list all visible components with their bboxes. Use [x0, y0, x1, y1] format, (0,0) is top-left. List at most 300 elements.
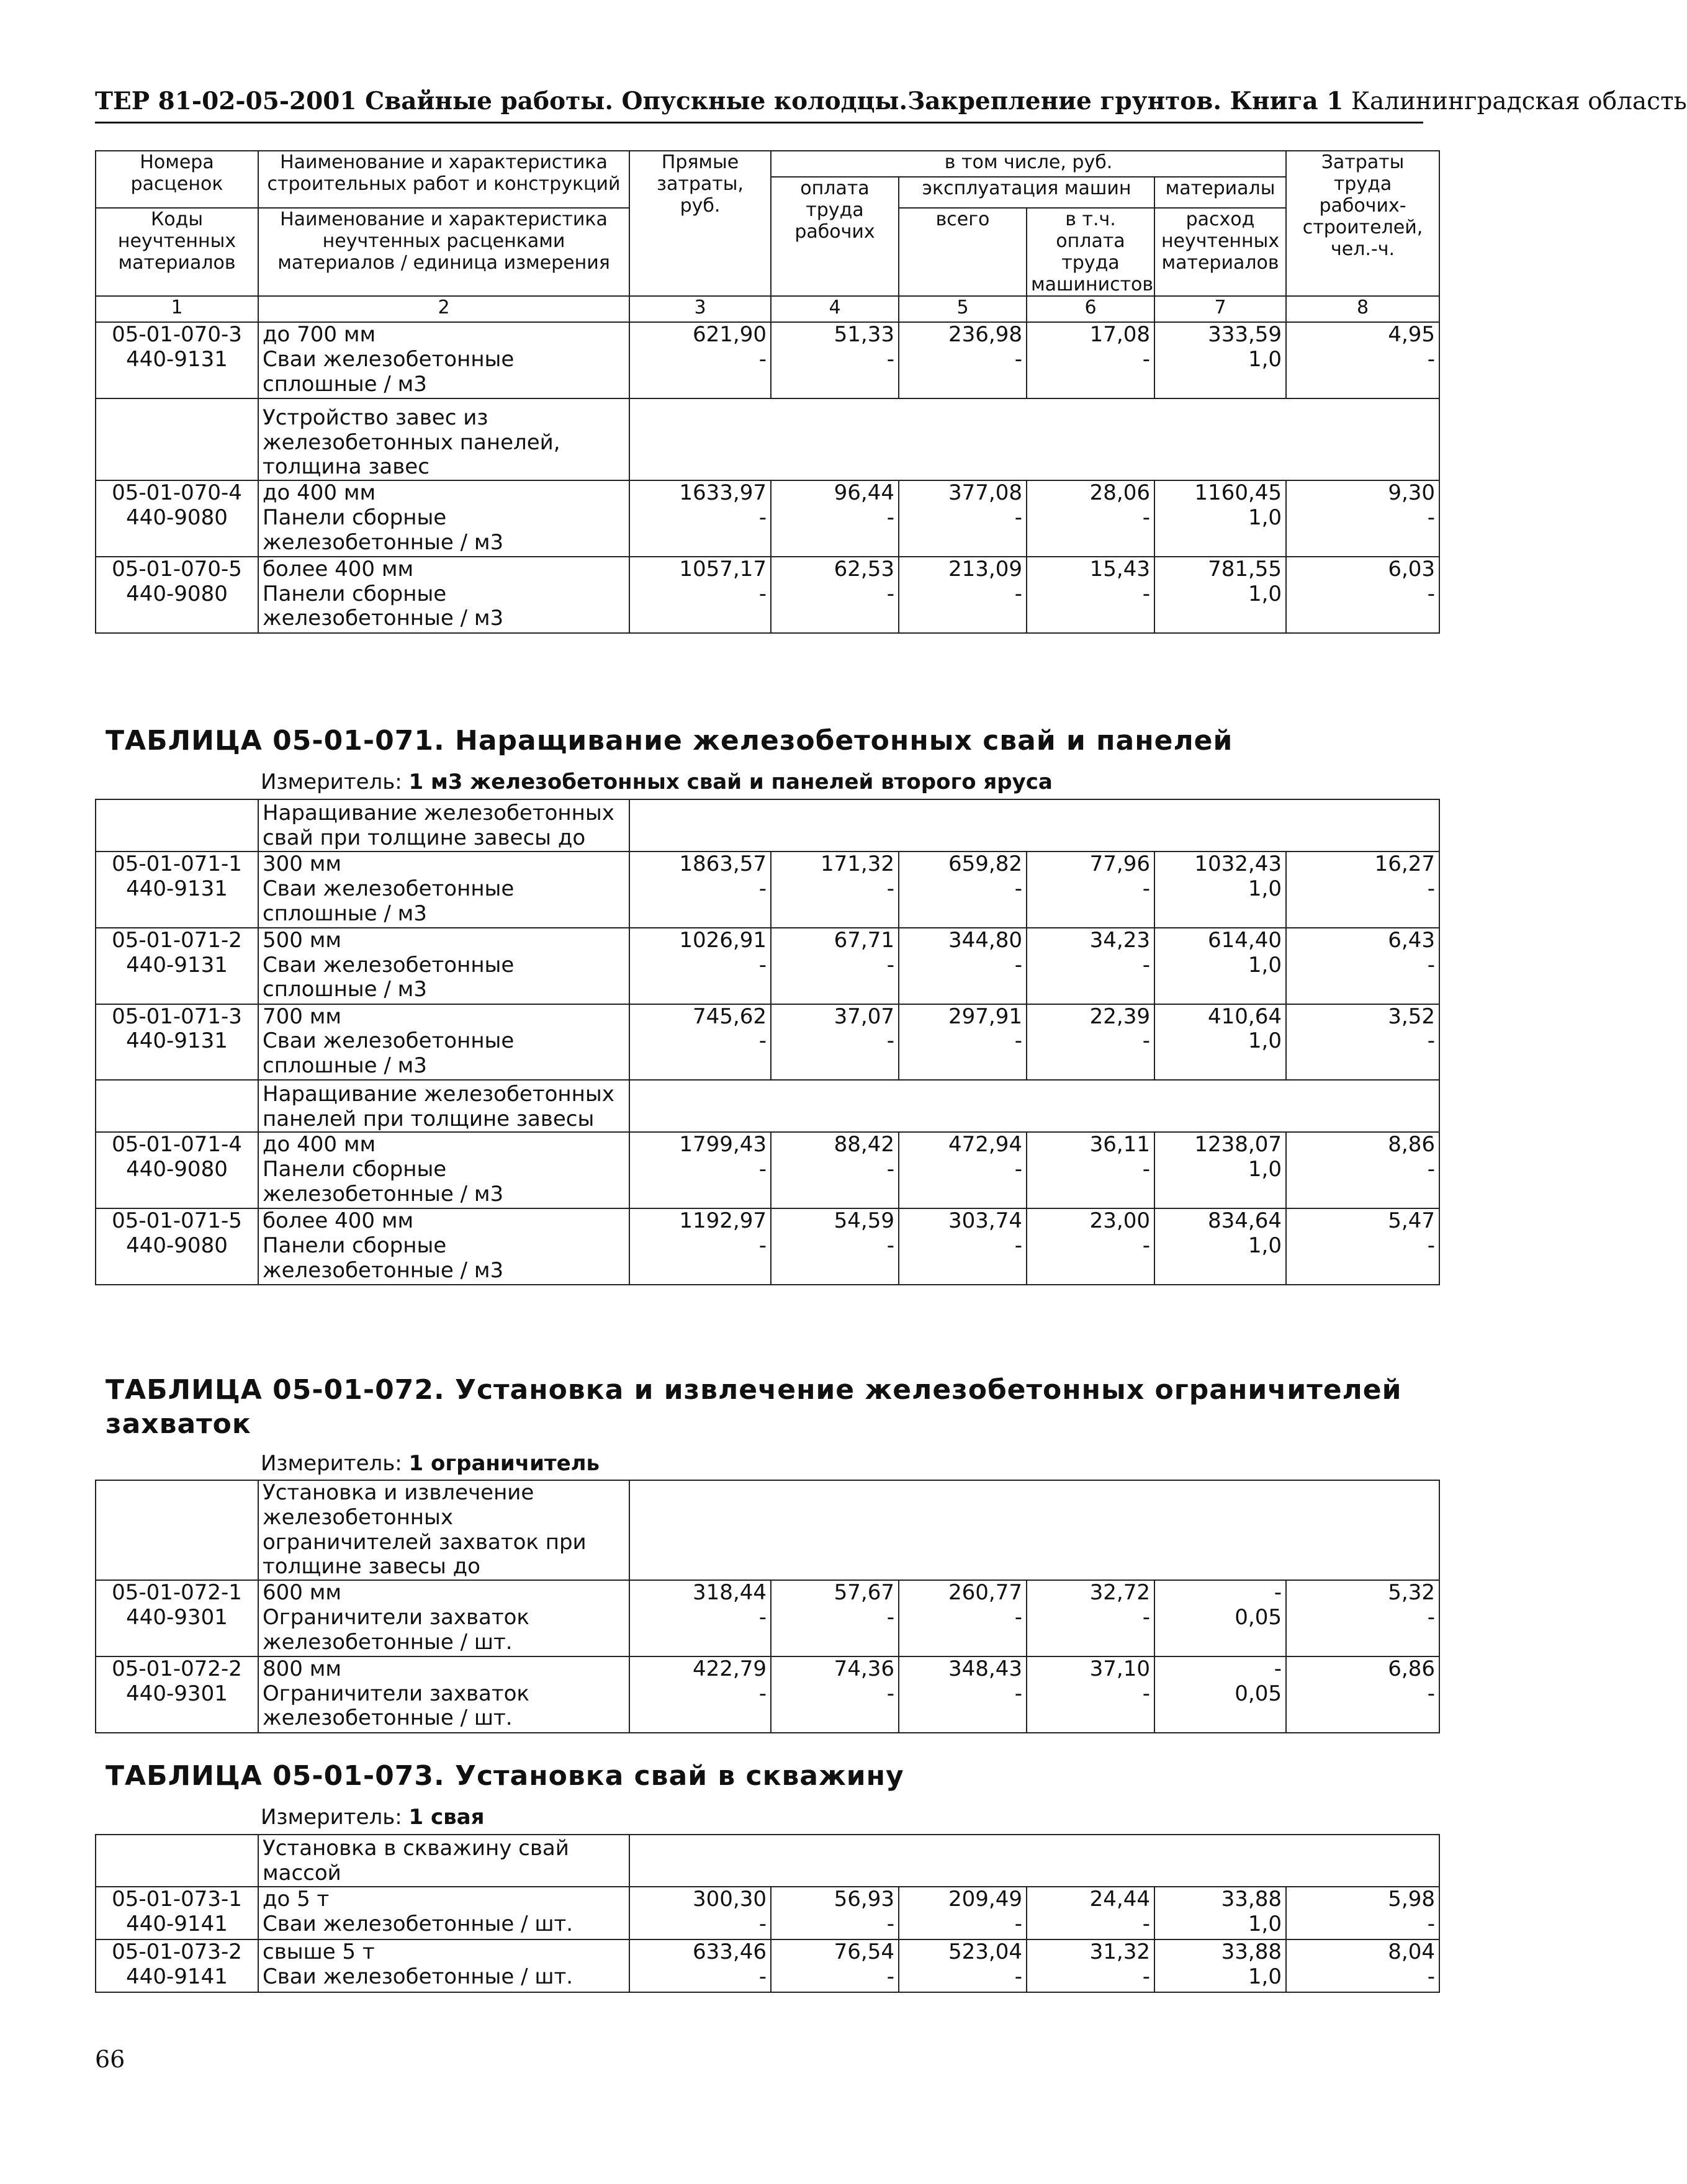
rate-value: 6,03 — [1286, 557, 1439, 582]
col-machinist-pay: в т.ч. оплата труда машинистов — [1027, 208, 1154, 296]
table-row — [96, 1132, 1439, 1157]
group-heading: Наращивание железобетонных панелей при толщине завесы — [258, 1080, 629, 1132]
header-title: ТЕР 81-02-05-2001 Свайные работы. Опускные колодцы.Закрепление грунтов. Книга 1 — [95, 87, 1344, 115]
group-code-cell — [96, 799, 258, 852]
material-name: Сваи железобетонные сплошные / м3 — [258, 1029, 629, 1080]
rate-value: 377,08 — [899, 480, 1027, 506]
material-value: - — [899, 1682, 1027, 1733]
rate-code: 05-01-072-1 — [96, 1580, 258, 1606]
group-row — [96, 799, 1439, 852]
group-heading: Установка и извлечение железобетонных ограничителей захваток при толщине завесы до — [258, 1480, 629, 1580]
rate-value: 1633,97 — [629, 480, 771, 506]
material-value: - — [771, 1029, 899, 1080]
group-empty-cell — [629, 1835, 771, 1887]
table-row — [96, 1887, 1439, 1912]
rate-code: 05-01-073-2 — [96, 1939, 258, 1965]
col-num-5: 5 — [899, 296, 1027, 322]
material-value: - — [1286, 506, 1439, 557]
rate-code: 05-01-071-5 — [96, 1208, 258, 1234]
material-name: Панели сборные железобетонные / м3 — [258, 506, 629, 557]
table-072-title: ТАБЛИЦА 05-01-072. Установка и извлечение железобетонных ограничителей захваток — [106, 1374, 1402, 1440]
rate-name: более 400 мм — [258, 1208, 629, 1234]
col-including: в том числе, руб. — [771, 151, 1286, 177]
material-value: 1,0 — [1154, 1157, 1286, 1208]
material-value: - — [629, 506, 771, 557]
page-number: 66 — [95, 2046, 125, 2073]
material-row — [96, 582, 1439, 633]
material-value: - — [1286, 1912, 1439, 1939]
group-empty-cell — [899, 1480, 1027, 1580]
material-value: - — [899, 506, 1027, 557]
rates-table-070 — [95, 150, 1440, 634]
material-value: - — [629, 1965, 771, 1992]
rate-value: 62,53 — [771, 557, 899, 582]
rate-value: 344,80 — [899, 928, 1027, 953]
material-value: - — [1027, 1606, 1154, 1656]
material-value: - — [1286, 1029, 1439, 1080]
rate-value: 171,32 — [771, 852, 899, 877]
material-value: - — [899, 953, 1027, 1004]
rate-value: 5,47 — [1286, 1208, 1439, 1234]
rate-value: 303,74 — [899, 1208, 1027, 1234]
rate-value: - — [1154, 1580, 1286, 1606]
material-value: 1,0 — [1154, 877, 1286, 928]
material-value: 1,0 — [1154, 1234, 1286, 1285]
rate-value: 37,07 — [771, 1004, 899, 1030]
table-row — [96, 852, 1439, 877]
material-name: Панели сборные железобетонные / м3 — [258, 582, 629, 633]
material-code: 440-9131 — [96, 953, 258, 1004]
rate-value: 33,88 — [1154, 1887, 1286, 1912]
material-value: - — [1286, 1682, 1439, 1733]
material-value: - — [771, 1234, 899, 1285]
material-value: - — [629, 877, 771, 928]
col-num-8: 8 — [1286, 296, 1439, 322]
material-code: 440-9141 — [96, 1912, 258, 1939]
material-code: 440-9301 — [96, 1606, 258, 1656]
col-worker-pay: оплата труда рабочих — [771, 177, 899, 296]
material-value: 0,05 — [1154, 1606, 1286, 1656]
rate-value: 16,27 — [1286, 852, 1439, 877]
measure-label: Измеритель: — [261, 770, 409, 794]
col-machines: эксплуатация машин — [899, 177, 1154, 208]
material-value: - — [1286, 1157, 1439, 1208]
material-name: Сваи железобетонные сплошные / м3 — [258, 953, 629, 1004]
group-empty-cell — [1027, 799, 1154, 852]
group-row — [96, 1835, 1439, 1887]
rate-code: 05-01-071-1 — [96, 852, 258, 877]
col-num-7: 7 — [1154, 296, 1286, 322]
rate-value: 333,59 — [1154, 322, 1286, 348]
rate-code: 05-01-070-3 — [96, 322, 258, 348]
table-071-measure — [261, 770, 1053, 794]
group-empty-cell — [771, 1480, 899, 1580]
group-empty-cell — [1286, 1080, 1439, 1132]
rate-value: 28,06 — [1027, 480, 1154, 506]
material-value: - — [771, 348, 899, 398]
rate-value: 614,40 — [1154, 928, 1286, 953]
rate-value: 5,32 — [1286, 1580, 1439, 1606]
col-work-name: Наименование и характеристика строительных работ и конструкций — [258, 151, 629, 208]
rate-value: 17,08 — [1027, 322, 1154, 348]
table-row — [96, 480, 1439, 506]
rate-value: 23,00 — [1027, 1208, 1154, 1234]
table-row — [96, 928, 1439, 953]
group-empty-cell — [1286, 1835, 1439, 1887]
group-empty-cell — [629, 398, 771, 480]
material-value: - — [899, 1234, 1027, 1285]
material-row — [96, 1029, 1439, 1080]
material-code: 440-9131 — [96, 877, 258, 928]
rate-code: 05-01-070-4 — [96, 480, 258, 506]
group-heading: Наращивание железобетонных свай при толщине завесы до — [258, 799, 629, 852]
material-code: 440-9301 — [96, 1682, 258, 1733]
material-value: - — [899, 877, 1027, 928]
rate-value: 659,82 — [899, 852, 1027, 877]
group-empty-cell — [1154, 799, 1286, 852]
group-code-cell — [96, 398, 258, 480]
col-materials: материалы — [1154, 177, 1286, 208]
rate-code: 05-01-071-3 — [96, 1004, 258, 1030]
material-name: Сваи железобетонные сплошные / м3 — [258, 877, 629, 928]
rate-value: 410,64 — [1154, 1004, 1286, 1030]
material-value: - — [1027, 1029, 1154, 1080]
material-value: - — [771, 1157, 899, 1208]
group-empty-cell — [899, 1835, 1027, 1887]
rate-value: 1799,43 — [629, 1132, 771, 1157]
rate-value: 213,09 — [899, 557, 1027, 582]
rate-name: до 700 мм — [258, 322, 629, 348]
group-heading: Устройство завес из железобетонных панелей, толщина завес — [258, 398, 629, 480]
material-value: - — [771, 1606, 899, 1656]
material-row — [96, 877, 1439, 928]
material-value: - — [1286, 953, 1439, 1004]
material-value: - — [1286, 1606, 1439, 1656]
rate-name: 700 мм — [258, 1004, 629, 1030]
rates-table-072 — [95, 1480, 1440, 1733]
rate-value: 209,49 — [899, 1887, 1027, 1912]
col-material-name: Наименование и характеристика неучтенных расценками материалов / единица измерения — [258, 208, 629, 296]
rate-name: 800 мм — [258, 1656, 629, 1682]
rate-value: 1026,91 — [629, 928, 771, 953]
material-row — [96, 1606, 1439, 1656]
table-row — [96, 322, 1439, 348]
group-empty-cell — [771, 1835, 899, 1887]
rate-value: 8,04 — [1286, 1939, 1439, 1965]
col-direct-costs: Прямые затраты, руб. — [629, 151, 771, 296]
group-empty-cell — [1286, 1480, 1439, 1580]
rate-value: 6,43 — [1286, 928, 1439, 953]
rate-value: 1032,43 — [1154, 852, 1286, 877]
rate-value: 1057,17 — [629, 557, 771, 582]
material-value: - — [1027, 877, 1154, 928]
material-value: - — [629, 953, 771, 1004]
rate-name: до 400 мм — [258, 480, 629, 506]
material-code: 440-9131 — [96, 348, 258, 398]
rate-value: 76,54 — [771, 1939, 899, 1965]
rate-value: 318,44 — [629, 1580, 771, 1606]
material-name: Панели сборные железобетонные / м3 — [258, 1234, 629, 1285]
material-name: Панели сборные железобетонные / м3 — [258, 1157, 629, 1208]
material-value: - — [1027, 1157, 1154, 1208]
table-row — [96, 1939, 1439, 1965]
material-row — [96, 348, 1439, 398]
rate-name: более 400 мм — [258, 557, 629, 582]
material-value: - — [771, 506, 899, 557]
group-empty-cell — [771, 1080, 899, 1132]
rate-value: 1863,57 — [629, 852, 771, 877]
rate-value: 36,11 — [1027, 1132, 1154, 1157]
col-num-2: 2 — [258, 296, 629, 322]
rate-value: 33,88 — [1154, 1939, 1286, 1965]
material-code: 440-9080 — [96, 582, 258, 633]
material-value: - — [1286, 582, 1439, 633]
rate-value: 236,98 — [899, 322, 1027, 348]
col-machines-total: всего — [899, 208, 1027, 296]
material-value: - — [899, 1606, 1027, 1656]
rate-value: 1160,45 — [1154, 480, 1286, 506]
rate-code: 05-01-071-4 — [96, 1132, 258, 1157]
material-value: - — [629, 1157, 771, 1208]
material-value: - — [629, 582, 771, 633]
material-value: - — [771, 1682, 899, 1733]
material-code: 440-9080 — [96, 506, 258, 557]
group-row — [96, 1080, 1439, 1132]
table-row — [96, 1580, 1439, 1606]
material-name: Ограничители захваток железобетонные / шт. — [258, 1606, 629, 1656]
col-rate-number: Номера расценок — [96, 151, 258, 208]
col-labor-hours: Затраты труда рабочих-строителей, чел.-ч. — [1286, 151, 1439, 296]
rate-value: 3,52 — [1286, 1004, 1439, 1030]
group-empty-cell — [899, 799, 1027, 852]
rate-value: 260,77 — [899, 1580, 1027, 1606]
material-row — [96, 1965, 1439, 1992]
rate-value: 300,30 — [629, 1887, 771, 1912]
material-value: - — [1027, 582, 1154, 633]
material-row — [96, 1157, 1439, 1208]
material-value: - — [771, 582, 899, 633]
material-value: 1,0 — [1154, 1965, 1286, 1992]
group-row — [96, 1480, 1439, 1580]
rate-value: 51,33 — [771, 322, 899, 348]
table-row — [96, 1208, 1439, 1234]
rate-code: 05-01-073-1 — [96, 1887, 258, 1912]
group-empty-cell — [771, 799, 899, 852]
rate-code: 05-01-070-5 — [96, 557, 258, 582]
rate-value: 633,46 — [629, 1939, 771, 1965]
material-value: - — [629, 348, 771, 398]
material-value: - — [771, 877, 899, 928]
rate-value: 32,72 — [1027, 1580, 1154, 1606]
rate-value: 96,44 — [771, 480, 899, 506]
measure-label: Измеритель: — [261, 1805, 409, 1830]
material-value: - — [629, 1682, 771, 1733]
material-value: - — [1027, 506, 1154, 557]
table-row — [96, 557, 1439, 582]
group-empty-cell — [1154, 1835, 1286, 1887]
material-row — [96, 953, 1439, 1004]
col-num-3: 3 — [629, 296, 771, 322]
rate-value: 472,94 — [899, 1132, 1027, 1157]
material-value: - — [1027, 1965, 1154, 1992]
rate-name: 600 мм — [258, 1580, 629, 1606]
material-value: - — [771, 1965, 899, 1992]
group-empty-cell — [629, 799, 771, 852]
table-071-title: ТАБЛИЦА 05-01-071. Наращивание железобетонных свай и панелей — [106, 725, 1233, 757]
table-072-measure — [261, 1451, 600, 1476]
rate-name: до 400 мм — [258, 1132, 629, 1157]
material-name: Сваи железобетонные / шт. — [258, 1912, 629, 1939]
rate-value: 15,43 — [1027, 557, 1154, 582]
rate-value: 37,10 — [1027, 1656, 1154, 1682]
rate-value: 348,43 — [899, 1656, 1027, 1682]
group-empty-cell — [1027, 1835, 1154, 1887]
table-row — [96, 1004, 1439, 1030]
material-value: - — [1027, 1234, 1154, 1285]
measure-value: 1 м3 железобетонных свай и панелей второго яруса — [408, 770, 1053, 794]
rate-value: 67,71 — [771, 928, 899, 953]
rate-value: 24,44 — [1027, 1887, 1154, 1912]
material-row — [96, 1234, 1439, 1285]
material-value: - — [1286, 1234, 1439, 1285]
material-name: Сваи железобетонные / шт. — [258, 1965, 629, 1992]
group-empty-cell — [1286, 799, 1439, 852]
material-value: - — [899, 348, 1027, 398]
material-code: 440-9080 — [96, 1157, 258, 1208]
rate-name: свыше 5 т — [258, 1939, 629, 1965]
rate-value: 57,67 — [771, 1580, 899, 1606]
material-value: 0,05 — [1154, 1682, 1286, 1733]
material-value: - — [1027, 1912, 1154, 1939]
group-empty-cell — [1154, 1480, 1286, 1580]
material-code: 440-9080 — [96, 1234, 258, 1285]
col-num-1: 1 — [96, 296, 258, 322]
table-073-measure — [261, 1805, 484, 1830]
rate-value: 31,32 — [1027, 1939, 1154, 1965]
measure-value: 1 свая — [408, 1805, 485, 1830]
material-value: - — [899, 582, 1027, 633]
measure-value: 1 ограничитель — [408, 1451, 600, 1476]
rate-name: до 5 т — [258, 1887, 629, 1912]
group-code-cell — [96, 1480, 258, 1580]
material-value: - — [629, 1234, 771, 1285]
col-num-4: 4 — [771, 296, 899, 322]
material-code: 440-9141 — [96, 1965, 258, 1992]
rate-value: 22,39 — [1027, 1004, 1154, 1030]
group-empty-cell — [629, 1080, 771, 1132]
rate-code: 05-01-071-2 — [96, 928, 258, 953]
material-value: - — [771, 1912, 899, 1939]
material-value: - — [1286, 877, 1439, 928]
rate-value: 1192,97 — [629, 1208, 771, 1234]
group-empty-cell — [1027, 1480, 1154, 1580]
rate-value: 1238,07 — [1154, 1132, 1286, 1157]
rate-name: 300 мм — [258, 852, 629, 877]
material-value: 1,0 — [1154, 348, 1286, 398]
rate-value: 297,91 — [899, 1004, 1027, 1030]
rate-value: 523,04 — [899, 1939, 1027, 1965]
rate-value: - — [1154, 1656, 1286, 1682]
rate-value: 74,36 — [771, 1656, 899, 1682]
material-value: - — [629, 1606, 771, 1656]
material-value: 1,0 — [1154, 1029, 1286, 1080]
material-value: - — [899, 1029, 1027, 1080]
rate-value: 88,42 — [771, 1132, 899, 1157]
group-empty-cell — [1154, 1080, 1286, 1132]
col-material-consumption: расход неучтенных материалов — [1154, 208, 1286, 296]
rate-value: 9,30 — [1286, 480, 1439, 506]
rate-value: 834,64 — [1154, 1208, 1286, 1234]
page-header — [95, 87, 1687, 124]
group-empty-cell — [771, 398, 899, 480]
group-empty-cell — [899, 398, 1027, 480]
rate-value: 422,79 — [629, 1656, 771, 1682]
rate-value: 5,98 — [1286, 1887, 1439, 1912]
group-empty-cell — [1154, 398, 1286, 480]
material-value: - — [1027, 953, 1154, 1004]
rate-value: 8,86 — [1286, 1132, 1439, 1157]
rate-code: 05-01-072-2 — [96, 1656, 258, 1682]
rate-value: 56,93 — [771, 1887, 899, 1912]
rate-value: 6,86 — [1286, 1656, 1439, 1682]
rates-table-073 — [95, 1834, 1440, 1993]
material-value: - — [1027, 348, 1154, 398]
material-value: 1,0 — [1154, 506, 1286, 557]
col-material-codes: Коды неучтенных материалов — [96, 208, 258, 296]
col-num-6: 6 — [1027, 296, 1154, 322]
group-empty-cell — [899, 1080, 1027, 1132]
rate-name: 500 мм — [258, 928, 629, 953]
material-value: 1,0 — [1154, 582, 1286, 633]
material-name: Сваи железобетонные сплошные / м3 — [258, 348, 629, 398]
rate-value: 621,90 — [629, 322, 771, 348]
material-value: - — [1027, 1682, 1154, 1733]
material-row — [96, 1912, 1439, 1939]
group-empty-cell — [629, 1480, 771, 1580]
material-value: - — [1286, 348, 1439, 398]
rates-table-071 — [95, 799, 1440, 1285]
group-empty-cell — [1027, 398, 1154, 480]
material-value: - — [1286, 1965, 1439, 1992]
material-value: - — [899, 1965, 1027, 1992]
group-empty-cell — [1286, 398, 1439, 480]
rate-value: 54,59 — [771, 1208, 899, 1234]
header-region: Калининградская область — [1343, 88, 1687, 115]
material-row — [96, 1682, 1439, 1733]
group-empty-cell — [1027, 1080, 1154, 1132]
rate-value: 4,95 — [1286, 322, 1439, 348]
table-073-title: ТАБЛИЦА 05-01-073. Установка свай в скважину — [106, 1760, 904, 1792]
group-row — [96, 398, 1439, 480]
material-value: - — [899, 1912, 1027, 1939]
material-name: Ограничители захваток железобетонные / шт. — [258, 1682, 629, 1733]
rate-value: 745,62 — [629, 1004, 771, 1030]
material-value: - — [899, 1157, 1027, 1208]
group-code-cell — [96, 1835, 258, 1887]
rate-value: 34,23 — [1027, 928, 1154, 953]
table-row — [96, 1656, 1439, 1682]
material-value: 1,0 — [1154, 1912, 1286, 1939]
material-row — [96, 506, 1439, 557]
group-heading: Установка в скважину свай массой — [258, 1835, 629, 1887]
material-value: - — [629, 1912, 771, 1939]
material-code: 440-9131 — [96, 1029, 258, 1080]
material-value: 1,0 — [1154, 953, 1286, 1004]
measure-label: Измеритель: — [261, 1451, 409, 1476]
rate-value: 781,55 — [1154, 557, 1286, 582]
material-value: - — [629, 1029, 771, 1080]
group-code-cell — [96, 1080, 258, 1132]
